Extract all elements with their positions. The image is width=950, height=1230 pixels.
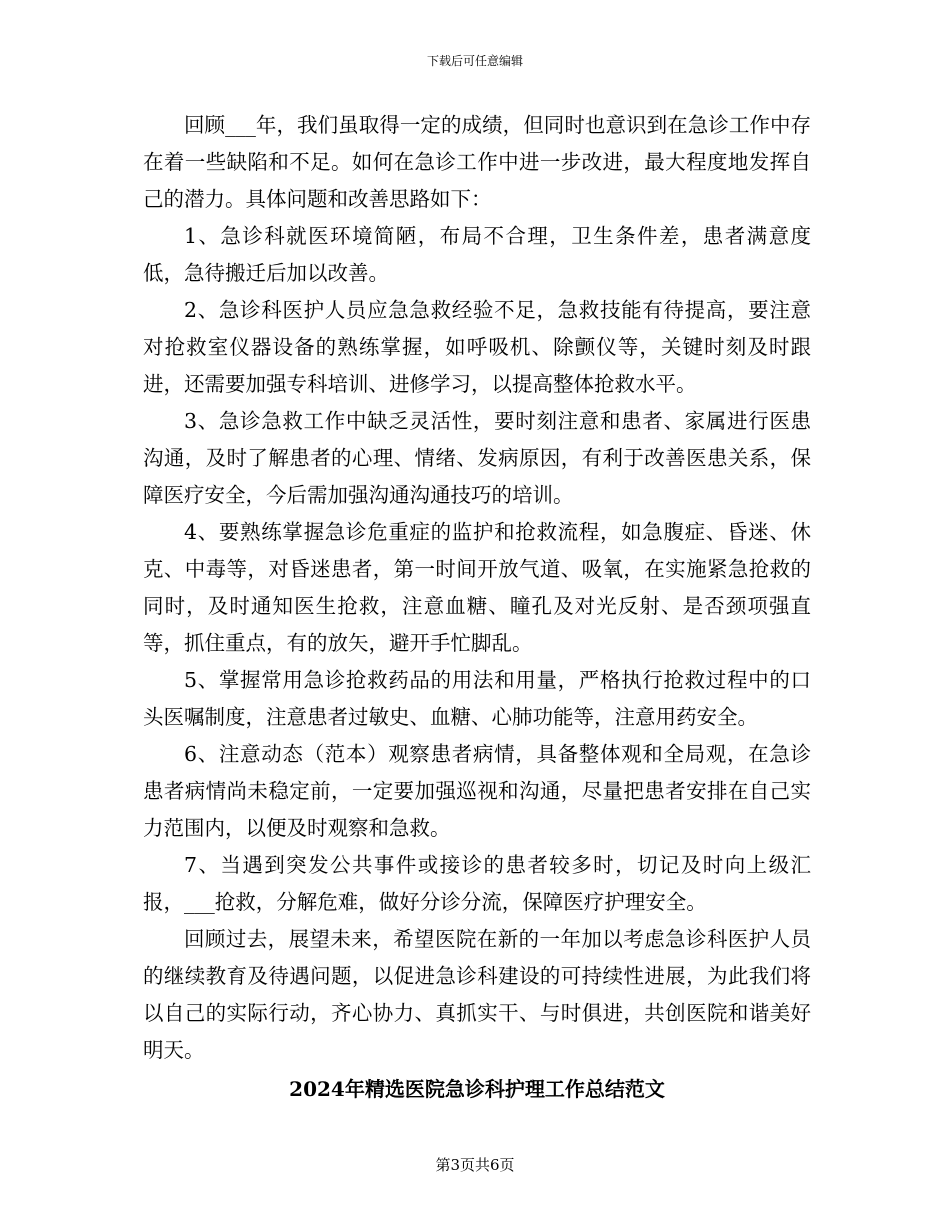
- paragraph-item-7: 7、当遇到突发公共事件或接诊的患者较多时，切记及时向上级汇报，___抢救，分解危难，做好分诊分流，保障医疗护理安全。: [143, 853, 811, 914]
- paragraph-intro: 回顾___年，我们虽取得一定的成绩，但同时也意识到在急诊工作中存在着一些缺陷和不足。如何在急诊工作中进一步改进，最大程度地发挥自己的潜力。具体问题和改善思路如下：: [143, 113, 811, 211]
- page-indicator: 第3页共6页: [435, 1156, 515, 1174]
- paragraph-item-3: 3、急诊急救工作中缺乏灵活性，要时刻注意和患者、家属进行医患沟通，及时了解患者的心理、情绪、发病原因，有利于改善医患关系，保障医疗安全，今后需加强沟通沟通技巧的培训。: [143, 409, 811, 507]
- paragraph-item-6: 6、注意动态（范本）观察患者病情，具备整体观和全局观，在急诊患者病情尚未稳定前，一定要加强巡视和沟通，尽量把患者安排在自己实力范围内，以便及时观察和急救。: [143, 742, 811, 840]
- header-note: 下载后可任意编辑: [426, 54, 523, 68]
- paragraph-item-2: 2、急诊科医护人员应急急救经验不足，急救技能有待提高，要注意对抢救室仪器设备的熟练掌握，如呼吸机、除颤仪等，关键时刻及时跟进，还需要加强专科培训、进修学习，以提高整体抢救水平。: [143, 298, 811, 396]
- paragraph-item-4: 4、要熟练掌握急诊危重症的监护和抢救流程，如急腹症、昏迷、休克、中毒等，对昏迷患者，第一时间开放气道、吸氧，在实施紧急抢救的同时，及时通知医生抢救，注意血糖、瞳孔及对光反射、是否颈项强直等，抓住重点，有的放矢，避开手忙脚乱。: [143, 520, 811, 655]
- paragraph-item-5: 5、掌握常用急诊抢救药品的用法和用量，严格执行抢救过程中的口头医嘱制度，注意患者过敏史、血糖、心肺功能等，注意用药安全。: [143, 668, 811, 729]
- section-title: 2024年精选医院急诊科护理工作总结范文: [289, 1077, 665, 1101]
- paragraph-conclusion: 回顾过去，展望未来，希望医院在新的一年加以考虑急诊科医护人员的继续教育及待遇问题，以促进急诊科建设的可持续性进展，为此我们将以自己的实际行动，齐心协力、真抓实干、与时俱进，共创医院和谐美好明天。: [143, 927, 811, 1062]
- paragraph-item-1: 1、急诊科就医环境简陋，布局不合理，卫生条件差，患者满意度低，急待搬迁后加以改善。: [143, 224, 811, 285]
- document-body: [143, 107, 811, 1108]
